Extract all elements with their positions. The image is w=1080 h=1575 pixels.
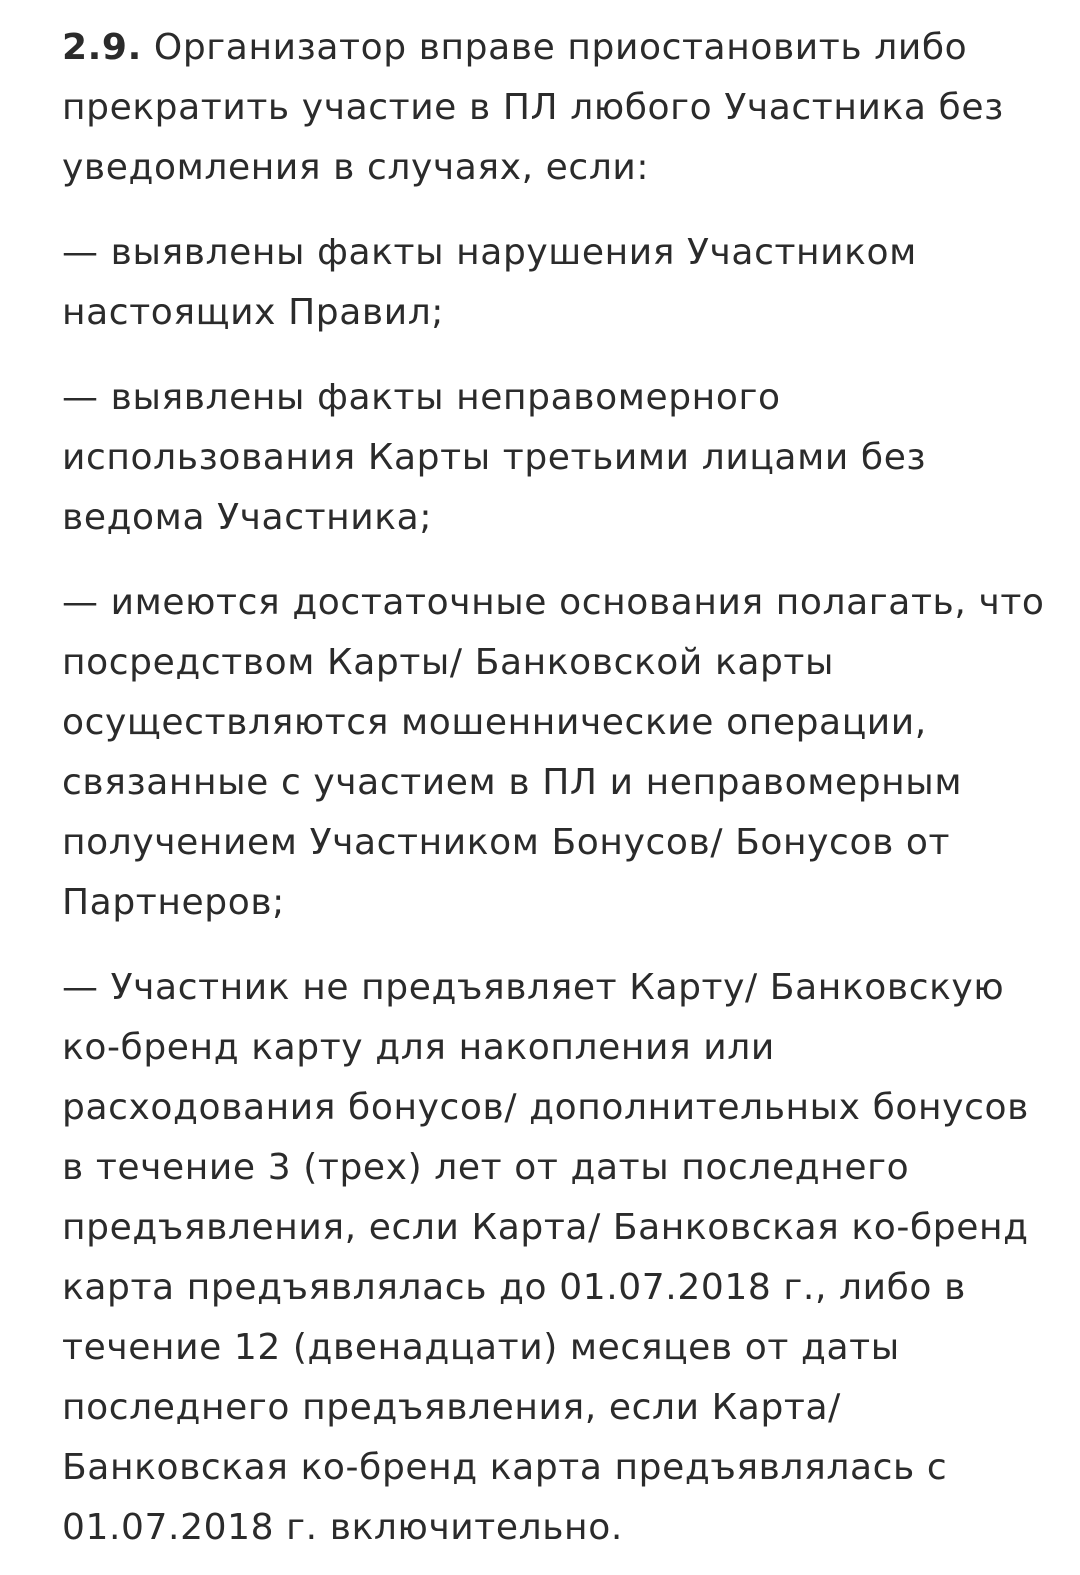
clause-number: 2.9. (62, 27, 142, 68)
condition-item: — Участник не предъявляет Карту/ Банковскую ко-бренд карту для накопления или расходования бонусов/ дополнительных бонусов в течение 3 (трех) лет от даты последнего предъявления, если Карта/ Банковская ко-бренд карта предъявлялась до 01.07.2018 г., либо в течение 12 (двенадцати) месяцев от даты последнего предъявления, если Карта/ Банковская ко-бренд карта предъявлялась с 01.07.2018 г. включительно. (62, 967, 1029, 1548)
clause-intro (62, 18, 1052, 198)
rules-clause-2-9 (62, 18, 1052, 1558)
condition-item: — выявлены факты неправомерного использования Карты третьими лицами без ведома Участника; (62, 377, 927, 538)
clause-intro-text: Организатор вправе приостановить либо прекратить участие в ПЛ любого Участника без уведомления в случаях, если: (62, 27, 1004, 188)
condition-item: — имеются достаточные основания полагать, что посредством Карты/ Банковской карты осуществляются мошеннические операции, связанные с участием в ПЛ и неправомерным получением Участником Бонусов/ Бонусов от Партнеров; (62, 582, 1045, 923)
condition-item: — выявлены факты нарушения Участником настоящих Правил; (62, 232, 917, 333)
